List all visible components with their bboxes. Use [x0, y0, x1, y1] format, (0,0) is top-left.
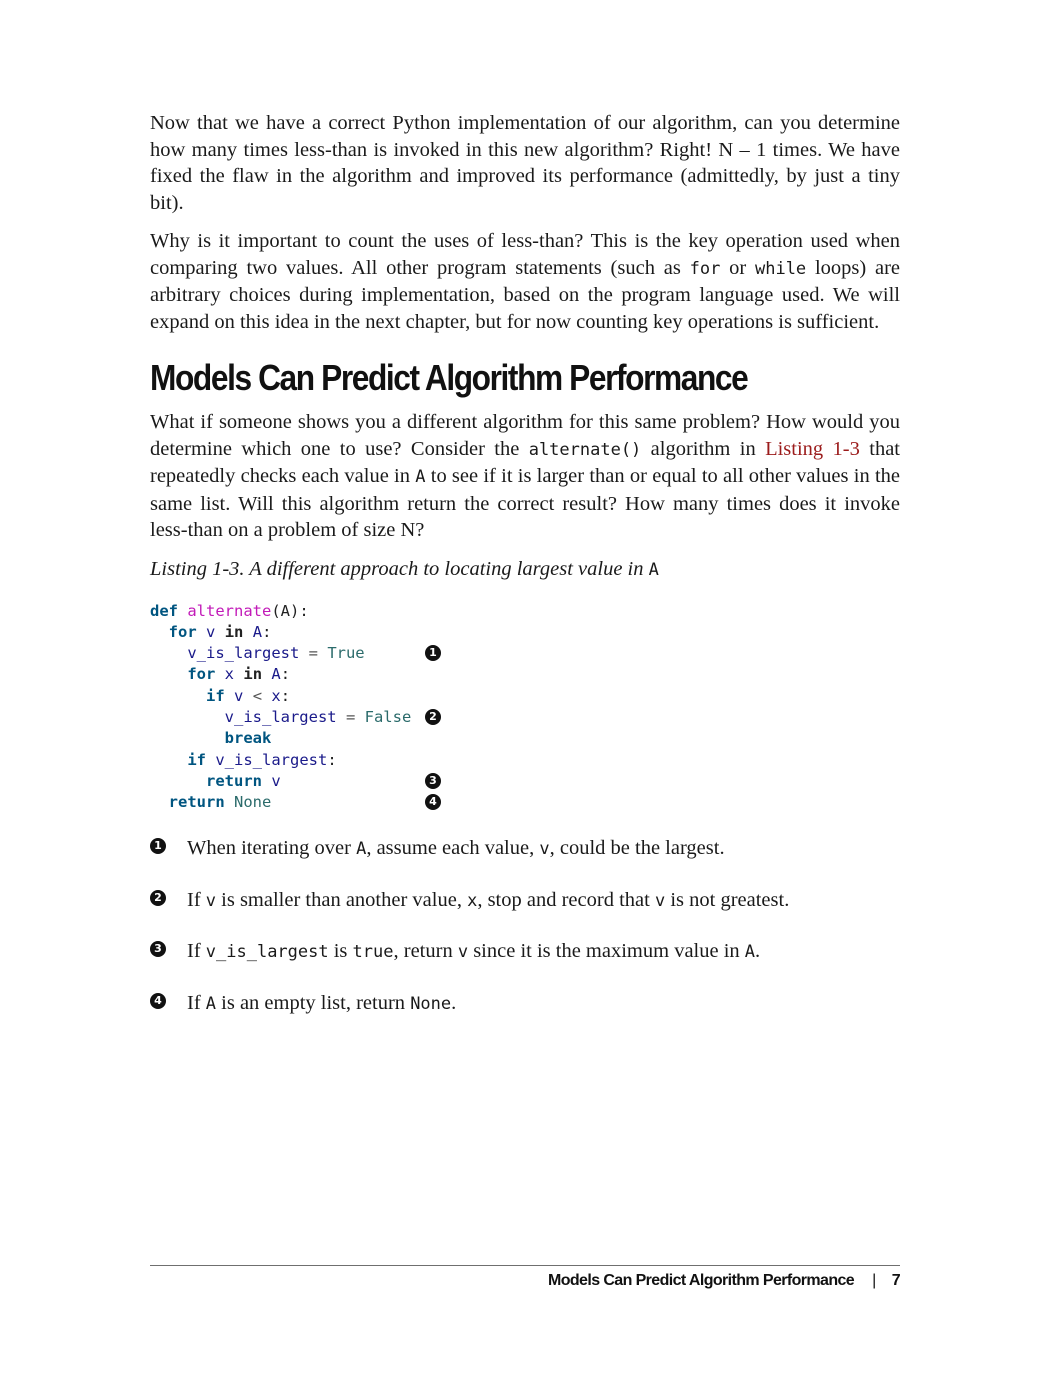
callout-marker: 4: [425, 794, 441, 810]
page-content: [150, 110, 900, 1041]
callout-note: [150, 887, 900, 914]
code-text: :: [280, 665, 291, 684]
footer-divider: [150, 1265, 900, 1266]
inline-code: None: [410, 993, 452, 1014]
code-indent: [150, 644, 187, 662]
paragraph-text: to see if it is larger than or equal to all other values in the same list. Will this algorithm return the correct result? How many times does it invoke less-than on a problem of size N?: [150, 465, 900, 541]
inline-code: A: [648, 559, 659, 580]
inline-code: v: [457, 942, 469, 963]
note-text: .: [451, 991, 457, 1014]
inline-code: while: [754, 258, 807, 279]
note-text: , assume each value,: [366, 837, 540, 860]
code-variable: v_is_largest: [215, 750, 328, 769]
callout-marker: 2: [425, 709, 441, 725]
code-indent: [150, 751, 187, 769]
code-keyword: in: [243, 665, 263, 684]
code-variable: v: [234, 686, 244, 705]
code-line: [150, 707, 900, 728]
paragraph: [150, 228, 900, 335]
inline-code: A: [744, 942, 756, 963]
note-text: since it is the maximum value in: [468, 940, 745, 963]
paragraph-text: Now that we have a correct Python implementation of our algorithm, can you determine how many times less-than is invoked in this new algorithm? Right! N – 1 times. We have fixed the flaw in the algorithm and improved its performance (admittedly, by just a tiny bit).: [150, 112, 900, 214]
callout-note: [150, 835, 900, 862]
code-variable: x: [271, 686, 281, 705]
paragraph-text: that repeatedly checks each value in: [150, 437, 900, 487]
running-footer-title: Models Can Predict Algorithm Performance: [547, 1272, 855, 1289]
callout-number: 4: [150, 993, 166, 1009]
code-constant: False: [364, 707, 412, 726]
callout-marker: 1: [425, 645, 441, 661]
page-footer: [548, 1272, 900, 1290]
page-number: 7: [891, 1272, 900, 1289]
code-variable: x: [224, 665, 235, 684]
callout-number: 1: [150, 838, 166, 854]
code-text: :: [262, 622, 272, 641]
code-variable: v: [271, 771, 281, 790]
note-text: is an empty list, return: [216, 991, 411, 1014]
code-indent: [150, 793, 169, 811]
note-text: , could be the largest.: [549, 837, 725, 860]
code-keyword: return: [206, 771, 262, 790]
callout-marker: 3: [425, 773, 441, 789]
inline-code: for: [689, 258, 721, 279]
code-indent: [150, 665, 187, 683]
code-indent: [150, 772, 206, 790]
code-line: [150, 686, 900, 707]
paragraph-text: algorithm in: [641, 437, 766, 460]
code-indent: [150, 729, 225, 747]
caption-text: Listing 1-3. A different approach to locating largest value in: [150, 557, 649, 580]
note-text: is smaller than another value,: [216, 888, 468, 911]
code-line: [150, 750, 900, 771]
callout-number: 2: [150, 890, 166, 906]
code-text: :: [280, 686, 291, 705]
paragraph-text: loops) are arbitrary choices during implementation, based on the program language used. We will expand on this idea in the next chapter, but for now counting key operations is sufficient.: [150, 256, 901, 333]
inline-code: x: [467, 890, 478, 911]
code-keyword: def: [150, 601, 178, 620]
listing-caption: [150, 556, 900, 583]
code-line: [150, 664, 900, 685]
code-variable: A: [252, 622, 263, 641]
inline-code: true: [352, 942, 394, 963]
paragraph-text: Why is it important to count the uses of less-than? This is the key operation used when comparing two values. All other program statements (such as: [150, 230, 900, 279]
paragraph-text: or: [720, 256, 755, 279]
callout-number: 3: [150, 941, 166, 957]
inline-code: A: [415, 467, 426, 487]
code-text: :: [327, 750, 337, 769]
note-text: When iterating over: [187, 837, 357, 860]
code-keyword: break: [224, 729, 272, 748]
note-text: If: [187, 940, 206, 963]
code-line: [150, 601, 900, 622]
note-text: is: [328, 940, 353, 963]
code-keyword: in: [224, 622, 244, 641]
code-indent: [150, 687, 206, 705]
inline-code: v_is_largest: [205, 942, 329, 963]
inline-code: v: [205, 890, 217, 911]
callout-notes: [150, 835, 900, 1017]
callout-note: [150, 990, 900, 1017]
code-keyword: return: [168, 793, 225, 812]
code-line: [150, 771, 900, 792]
inline-code: A: [356, 839, 367, 860]
code-indent: [150, 708, 225, 726]
paragraph: [150, 409, 900, 544]
code-line: [150, 643, 900, 664]
inline-code: v: [654, 890, 666, 911]
footer-separator: |: [872, 1272, 876, 1289]
inline-code: A: [205, 993, 217, 1014]
code-listing: [150, 601, 900, 814]
code-keyword: if: [187, 750, 206, 769]
code-variable: A: [271, 665, 281, 684]
code-operator: <: [243, 686, 272, 705]
code-line: [150, 792, 900, 813]
code-constant: None: [234, 793, 272, 812]
code-constant: True: [327, 644, 365, 663]
section-heading: Models Can Predict Algorithm Performance: [150, 357, 748, 398]
code-variable: v_is_largest: [187, 644, 300, 663]
code-indent: [150, 623, 169, 641]
note-text: If: [187, 991, 206, 1014]
code-keyword: if: [206, 686, 225, 705]
code-keyword: for: [168, 622, 197, 641]
paragraph-text: What if someone shows you a different algorithm for this same problem? How would you determine which one to use? Consider the: [150, 411, 900, 460]
callout-note: [150, 938, 900, 965]
note-text: .: [755, 940, 761, 963]
code-function-name: alternate: [187, 601, 272, 620]
inline-code: v: [539, 839, 550, 860]
code-operator: =: [299, 644, 328, 663]
listing-cross-reference-link[interactable]: Listing 1-3: [765, 437, 860, 460]
note-text: If: [187, 888, 206, 911]
code-variable: v_is_largest: [224, 707, 337, 726]
code-operator: =: [336, 707, 365, 726]
paragraph: [150, 110, 900, 216]
note-text: is not greatest.: [665, 888, 790, 911]
note-text: , stop and record that: [477, 888, 655, 911]
code-text: (A):: [271, 601, 309, 620]
inline-code: alternate(): [528, 439, 642, 460]
code-variable: v: [206, 622, 216, 641]
note-text: , return: [393, 940, 458, 963]
code-line: [150, 622, 900, 643]
code-keyword: for: [187, 665, 216, 684]
code-line: [150, 728, 900, 749]
